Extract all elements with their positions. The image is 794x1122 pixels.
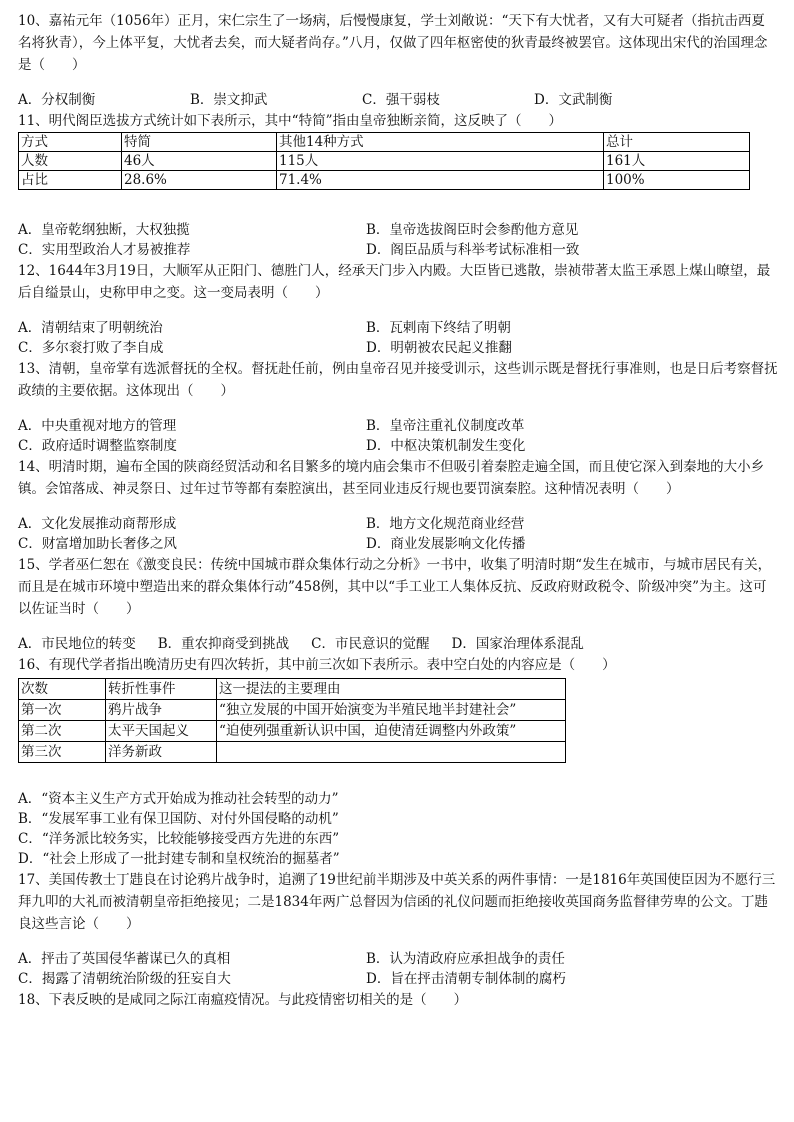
table-header-row [19, 679, 566, 700]
question-stem: 16、有现代学者指出晚清历史有四次转折，其中前三次如下表所示。表中空白处的内容应是（ ） [18, 657, 616, 673]
table-cell: 特简 [122, 133, 277, 152]
table-cell: 总计 [604, 133, 750, 152]
options [18, 789, 778, 869]
table-cell: 46人 [122, 152, 277, 171]
option-d[interactable]: D．“社会上形成了一批封建专制和皇权统治的掘墓者” [18, 851, 340, 867]
table-row [19, 721, 566, 742]
question-stem: 14、明清时期，遍布全国的陕商经贸活动和名目繁多的境内庙会集市不但吸引着秦腔走遍全国，而且使它深入到秦地的大小乡镇。会馆落成、神灵祭日、过年过节等都有秦腔演出，甚至同业违反行规也要罚演秦腔。这种情况表明（ ） [18, 459, 765, 497]
table-cell: 71.4% [277, 171, 604, 190]
option-c[interactable]: C．“洋务派比较务实，比较能够接受西方先进的东西” [18, 831, 340, 847]
question-11 [18, 110, 778, 260]
question-stem: 15、学者巫仁恕在《激变良民：传统中国城市群众集体行动之分析》一书中，收集了明清时期“发生在城市，与城市居民有关，而且是在城市环境中塑造出来的群众集体行动”458例，其中以“手工业工人集体反抗、反政府财政税令、阶级冲突”为主。这可以佐证当时（ ） [18, 557, 772, 617]
option-d[interactable]: D．文武制衡 [534, 92, 613, 108]
table-cell: 第二次 [19, 721, 106, 742]
table-cell: 第一次 [19, 700, 106, 721]
option-c[interactable]: C．市民意识的觉醒 [311, 636, 430, 652]
question-16 [18, 654, 778, 869]
question-18 [18, 989, 778, 1011]
option-d[interactable]: D．中枢决策机制发生变化 [366, 438, 526, 454]
table-cell: 鸦片战争 [106, 700, 217, 721]
table-cell: 洋务新政 [106, 742, 217, 763]
table-cell: 161人 [604, 152, 750, 171]
option-d[interactable]: D．国家治理体系混乱 [451, 636, 584, 652]
option-a[interactable]: A．“资本主义生产方式开始成为推动社会转型的动力” [18, 791, 339, 807]
options [18, 949, 778, 989]
option-d[interactable]: D．商业发展影响文化传播 [366, 536, 526, 552]
table-cell: 28.6% [122, 171, 277, 190]
question-17 [18, 869, 778, 989]
table-row [19, 700, 566, 721]
table-cell: 占比 [19, 171, 122, 190]
option-a[interactable]: A．中央重视对地方的管理 [18, 418, 177, 434]
option-c[interactable]: C．政府适时调整监察制度 [18, 438, 177, 454]
option-b[interactable]: B．重农抑商受到挑战 [157, 636, 290, 652]
options [18, 220, 778, 260]
question-15 [18, 554, 778, 654]
option-b[interactable]: B．地方文化规范商业经营 [366, 516, 525, 532]
option-c[interactable]: C．财富增加助长奢侈之风 [18, 536, 177, 552]
option-d[interactable]: D．旨在抨击清朝专制体制的腐朽 [366, 971, 566, 987]
table-cell: 人数 [19, 152, 122, 171]
question-stem: 11、明代阁臣选拔方式统计如下表所示，其中“特简”指由皇帝独断亲简，这反映了（ ） [18, 113, 562, 129]
option-a[interactable]: A．市民地位的转变 [18, 636, 136, 652]
table-row [19, 152, 750, 171]
table-cell: “迫使列强重新认识中国，迫使清廷调整内外政策” [217, 721, 566, 742]
options [18, 318, 778, 358]
option-a[interactable]: A．文化发展推动商帮形成 [18, 516, 177, 532]
options [18, 416, 778, 456]
table-cell: 方式 [19, 133, 122, 152]
question-12 [18, 260, 778, 358]
question-stem: 12、1644年3月19日，大顺军从正阳门、德胜门人，经承天门步入内殿。大臣皆已逃散，崇祯带著太监王承恩上煤山暸望，最后自缢景山，史称甲申之变。这一变局表明（ ） [18, 263, 771, 301]
question-14 [18, 456, 778, 554]
table-cell: 100% [604, 171, 750, 190]
option-c[interactable]: C．实用型政治人才易被推荐 [18, 242, 191, 258]
option-d[interactable]: D．阁臣品质与科举考试标准相一致 [366, 242, 580, 258]
option-a[interactable]: A．分权制衡 [18, 92, 96, 108]
selection-table [18, 132, 750, 190]
option-d[interactable]: D．明朝被农民起义推翻 [366, 340, 512, 356]
table-cell: 转折性事件 [106, 679, 217, 700]
options [18, 90, 778, 110]
options [18, 514, 778, 554]
option-b[interactable]: B．皇帝选拔阁臣时会参酌他方意见 [366, 222, 579, 238]
turning-points-table [18, 678, 566, 763]
table-cell: 次数 [19, 679, 106, 700]
question-stem: 10、嘉祐元年（1056年）正月，宋仁宗生了一场病，后慢慢康复，学士刘敞说：“天下有大忧者，又有大可疑者（指抗击西夏名将狄青），今上体平复，大忧者去矣，而大疑者尚存。”八月，仅做了四年枢密使的狄青最终被罢官。这体现出宋代的治国理念是（ ） [18, 13, 768, 73]
question-stem: 18、下表反映的是咸同之际江南瘟疫情况。与此疫情密切相关的是（ ） [18, 992, 468, 1008]
table-header-row [19, 133, 750, 152]
question-10 [18, 10, 778, 110]
table-cell: “独立发展的中国开始演变为半殖民地半封建社会” [217, 700, 566, 721]
exam-page [18, 10, 778, 1011]
question-stem: 13、清朝，皇帝掌有选派督抚的全权。督抚赴任前，例由皇帝召见并接受训示，这些训示既是督抚行事准则，也是日后考察督抚政绩的主要依据。这体现出（ ） [18, 361, 778, 399]
option-a[interactable]: A．清朝结束了明朝统治 [18, 320, 163, 336]
option-c[interactable]: C．揭露了清朝统治阶级的狂妄自大 [18, 971, 231, 987]
table-cell: 其他14种方式 [277, 133, 604, 152]
table-row [19, 742, 566, 763]
option-c[interactable]: C．强干弱枝 [362, 92, 440, 108]
option-a[interactable]: A．皇帝乾纲独断，大权独揽 [18, 222, 190, 238]
option-b[interactable]: B．“发展军事工业有保卫国防、对付外国侵略的动机” [18, 811, 339, 827]
option-b[interactable]: B．皇帝注重礼仪制度改革 [366, 418, 525, 434]
table-cell: 太平天国起义 [106, 721, 217, 742]
table-cell: 115人 [277, 152, 604, 171]
option-b[interactable]: B．认为清政府应承担战争的责任 [366, 951, 565, 967]
table-row [19, 171, 750, 190]
options [18, 634, 778, 654]
option-b[interactable]: B．瓦剌南下终结了明朝 [366, 320, 511, 336]
option-c[interactable]: C．多尔衮打败了李自成 [18, 340, 164, 356]
table-cell: 第三次 [19, 742, 106, 763]
option-b[interactable]: B．崇文抑武 [190, 92, 268, 108]
question-stem: 17、美国传教士丁韪良在讨论鸦片战争时，追溯了19世纪前半期涉及中英关系的两件事情：一是1816年英国使臣因为不愿行三拜九叩的大礼而被清朝皇帝拒绝接见；二是1834年两广总督因为信函的礼仪问题而拒绝接收英国商务监督律劳卑的公文。丁韪良这些言论（ ） [18, 872, 776, 932]
option-a[interactable]: A．抨击了英国侵华蓄谋已久的真相 [18, 951, 231, 967]
table-cell: 这一提法的主要理由 [217, 679, 566, 700]
question-13 [18, 358, 778, 456]
table-cell-blank [217, 742, 566, 763]
